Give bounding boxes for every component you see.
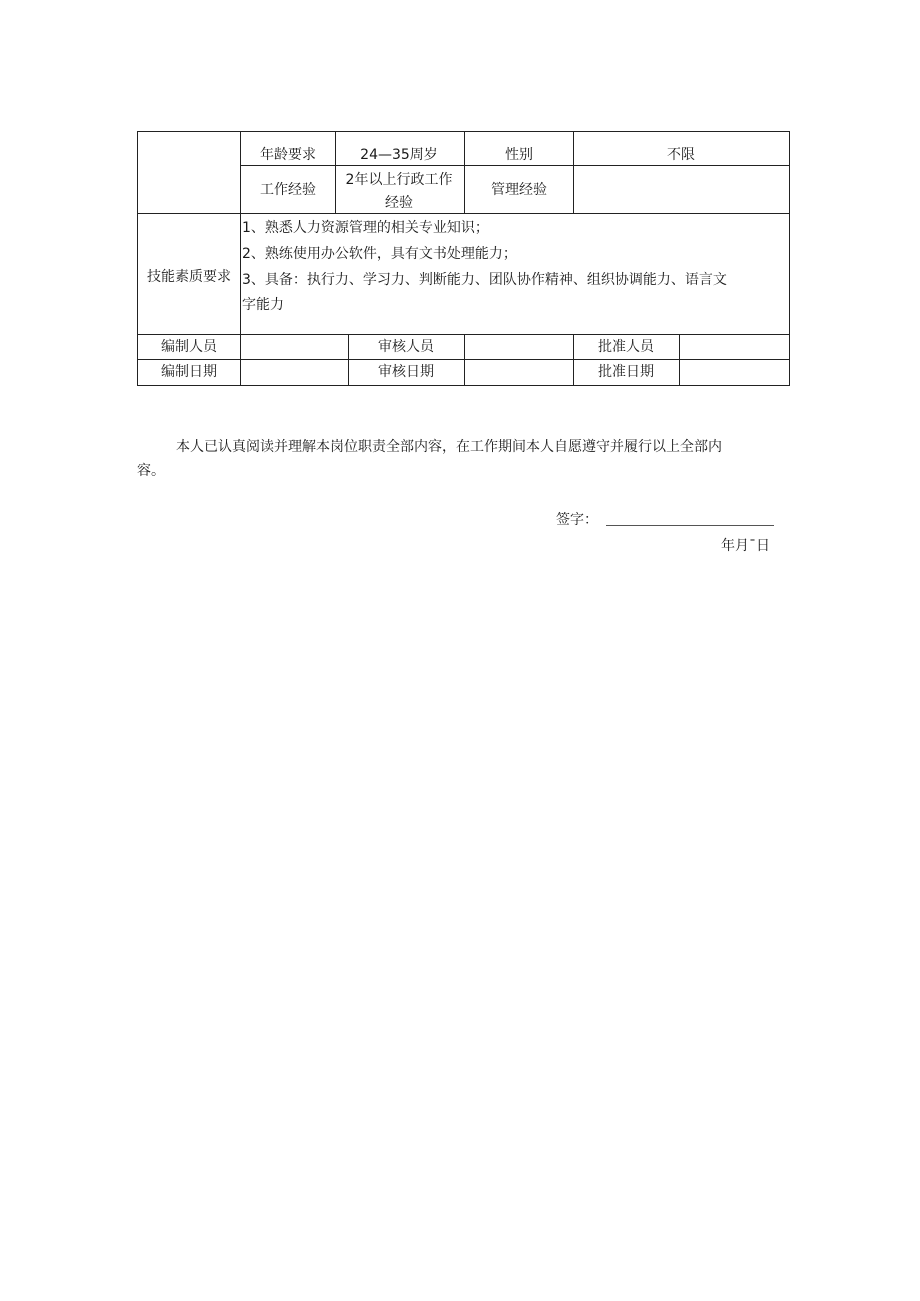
declaration-line-2: 容。	[137, 463, 165, 479]
skills-requirement-label: 技能素质要求	[147, 269, 231, 285]
gender-value: 不限	[667, 147, 695, 163]
approve-date-label: 批准日期	[598, 364, 654, 380]
skills-item-1: 1、熟悉人力资源管理的相关专业知识；	[242, 220, 489, 236]
compile-date-label: 编制日期	[161, 364, 217, 380]
reviewer-label: 审核人员	[378, 339, 434, 355]
age-requirement-label: 年龄要求	[260, 147, 316, 163]
compiler-label: 编制人员	[161, 339, 217, 355]
work-experience-label: 工作经验	[260, 182, 316, 198]
approver-label: 批准人员	[598, 339, 654, 355]
gender-label: 性别	[505, 147, 533, 163]
signature-date: 年月ˉ日	[721, 538, 770, 554]
work-experience-value-line2: 经验	[385, 195, 413, 211]
age-requirement-value: 24—35周岁	[360, 147, 438, 163]
management-experience-label: 管理经验	[491, 182, 547, 198]
signature-label: 签字：	[556, 512, 598, 528]
signature-line[interactable]	[606, 525, 774, 526]
review-date-label: 审核日期	[378, 364, 434, 380]
skills-item-3: 3、具备：执行力、学习力、判断能力、团队协作精神、组织协调能力、语言文	[242, 272, 727, 288]
skills-item-3-continued: 字能力	[242, 297, 284, 313]
declaration-line-1: 本人已认真阅读并理解本岗位职责全部内容，在工作期间本人自愿遵守并履行以上全部内	[176, 439, 722, 455]
skills-item-2: 2、熟练使用办公软件，具有文书处理能力；	[242, 246, 517, 262]
work-experience-value-line1: 2年以上行政工作	[345, 172, 453, 188]
